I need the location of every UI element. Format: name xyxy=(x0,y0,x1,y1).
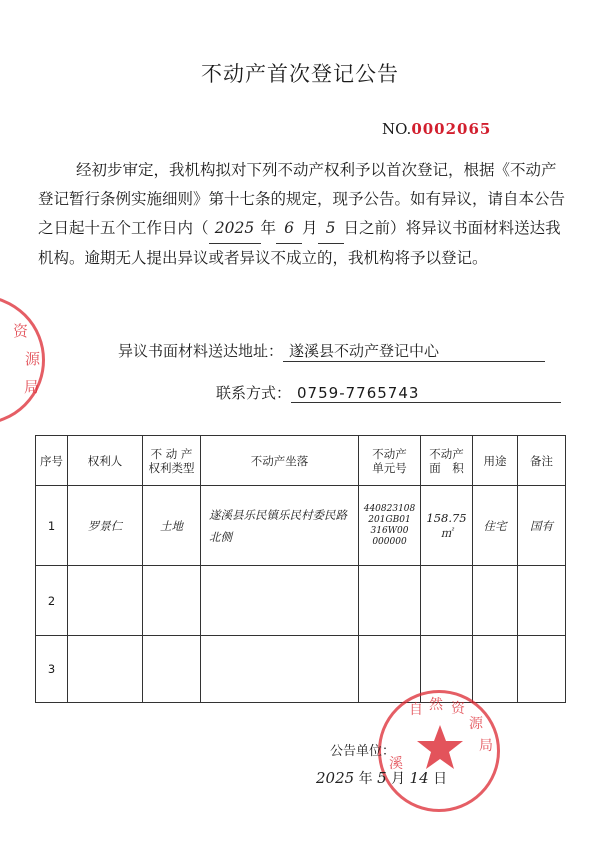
doc-number-value: 0002065 xyxy=(411,120,492,138)
row-unit-no-l3: 316W00 xyxy=(370,525,409,536)
seal-right-char: 源 xyxy=(469,716,483,732)
row-unit-no-l1: 440823108 xyxy=(363,503,416,514)
issue-month: 5 xyxy=(377,769,387,787)
notice-body xyxy=(38,156,568,273)
row-unit-no-l4: 000000 xyxy=(372,536,407,547)
page-title: 不动产首次登记公告 xyxy=(201,62,399,86)
issue-month-unit: 月 xyxy=(391,771,406,787)
registration-table xyxy=(35,435,566,703)
deadline-day-unit: 日之前） xyxy=(343,219,406,237)
header-right-type-l1: 不 动 产 xyxy=(150,446,193,461)
row-area xyxy=(421,566,473,636)
contact-label: 联系方式： xyxy=(216,384,292,402)
header-use: 用途 xyxy=(473,436,518,486)
header-area xyxy=(421,436,473,486)
header-owner: 权利人 xyxy=(68,436,143,486)
deadline-year: 2025 xyxy=(209,214,261,244)
header-right-type-l2: 权利类型 xyxy=(148,460,195,475)
table-row xyxy=(36,566,566,636)
issue-day: 14 xyxy=(409,769,429,787)
table-header-row xyxy=(36,436,566,486)
row-unit-no xyxy=(359,486,421,566)
address-value: 遂溪县不动产登记中心 xyxy=(283,340,545,362)
deadline-day: 5 xyxy=(318,214,344,244)
header-area-l1: 不动产 xyxy=(429,446,464,461)
row-right-type xyxy=(143,636,201,703)
official-seal-left xyxy=(0,295,45,425)
document-number xyxy=(382,120,491,138)
row-note xyxy=(518,636,566,703)
deadline-month: 6 xyxy=(276,214,302,244)
deadline-month-unit: 月 xyxy=(302,219,318,237)
body-text-after-date: 将异议书面材料送达我机构。逾期无人提出异议或者异议不成立的，我机构将予以登记。 xyxy=(38,219,561,267)
issue-year: 2025 xyxy=(316,769,355,787)
official-seal-right xyxy=(378,690,500,812)
deadline-year-unit: 年 xyxy=(260,219,277,237)
row-area: 158.75㎡ xyxy=(421,486,473,566)
row-no: 3 xyxy=(36,636,68,703)
header-unit-no-l1: 不动产 xyxy=(372,446,407,461)
body-text-before-date: 经初步审定，我机构拟对下列不动产权利予以首次登记，根据《不动产登记暂行条例实施细则》第十七条的规定，现予公告。如有异议，请自本公告之日起十五个工作日内（ xyxy=(38,161,566,237)
header-area-l2: 面 积 xyxy=(429,460,464,475)
row-unit-no xyxy=(359,636,421,703)
header-unit-no-l2: 单元号 xyxy=(372,460,407,475)
issue-day-unit: 日 xyxy=(433,771,448,787)
seal-right-char: 自 xyxy=(409,702,423,718)
issuer-label: 公告单位： xyxy=(330,744,396,759)
seal-right-char: 然 xyxy=(429,697,443,713)
row-right-type: 土地 xyxy=(143,486,201,566)
seal-right-char: 溪 xyxy=(389,756,403,772)
issue-date xyxy=(316,768,447,788)
seal-left-char: 源 xyxy=(25,350,41,368)
row-owner: 罗景仁 xyxy=(68,486,143,566)
address-label: 异议书面材料送达地址： xyxy=(118,342,284,360)
row-note: 国有 xyxy=(518,486,566,566)
issue-year-unit: 年 xyxy=(358,771,373,787)
row-use xyxy=(473,636,518,703)
seal-right-char: 资 xyxy=(451,701,465,717)
row-no: 1 xyxy=(36,486,68,566)
header-no: 序号 xyxy=(36,436,68,486)
row-owner xyxy=(68,636,143,703)
row-owner xyxy=(68,566,143,636)
row-use xyxy=(473,566,518,636)
row-no: 2 xyxy=(36,566,68,636)
header-location: 不动产坐落 xyxy=(201,436,359,486)
table-row xyxy=(36,486,566,566)
contact-value: 0759-7765743 xyxy=(291,384,561,403)
table-row xyxy=(36,636,566,703)
header-right-type xyxy=(143,436,201,486)
contact-info xyxy=(216,382,561,403)
row-note xyxy=(518,566,566,636)
seal-left-char: 资 xyxy=(13,322,29,340)
seal-right-char: 局 xyxy=(479,738,493,754)
doc-number-prefix: NO. xyxy=(382,120,412,138)
header-note: 备注 xyxy=(518,436,566,486)
row-unit-no-l2: 201GB01 xyxy=(368,514,411,525)
row-right-type xyxy=(143,566,201,636)
objection-address xyxy=(118,340,545,362)
seal-left-char: 局 xyxy=(24,378,40,396)
row-location xyxy=(201,566,359,636)
row-location: 遂溪县乐民镇乐民村委民路北侧 xyxy=(201,486,359,566)
star-icon xyxy=(415,723,465,773)
row-use: 住宅 xyxy=(473,486,518,566)
row-location xyxy=(201,636,359,703)
header-unit-no xyxy=(359,436,421,486)
row-unit-no xyxy=(359,566,421,636)
